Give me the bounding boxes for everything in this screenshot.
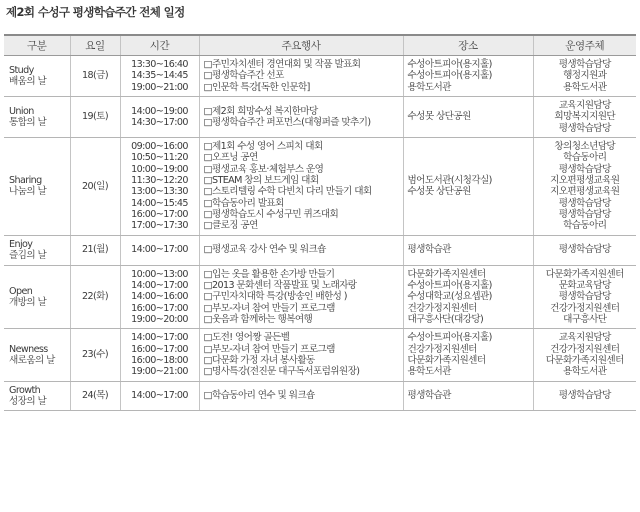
day-cell: 20(일): [70, 138, 120, 236]
organizer-line: 지오편평생교육원: [550, 175, 620, 187]
group-cell: [4, 381, 70, 411]
time-line: 16:00~17:00: [131, 343, 188, 355]
event-line: □명사특강(전진문 대구독서포럼위원장): [203, 366, 360, 378]
group-cell: [4, 138, 70, 236]
time-line: 13:00~13:30: [131, 186, 188, 198]
organizer-line: 용학도서관: [563, 81, 607, 93]
time-line: 14:00~17:00: [131, 279, 188, 291]
place-cell: [403, 56, 533, 97]
organizer-line: 행정지원과: [563, 70, 607, 82]
table-header-row: [4, 35, 636, 56]
organizer-cell: [533, 329, 636, 381]
organizer-line: 학습동아리: [563, 152, 607, 164]
time-cell: [120, 97, 199, 138]
place-cell: [403, 265, 533, 329]
place-line: 수성못 상단공원: [407, 111, 471, 123]
organizer-cell: [533, 265, 636, 329]
organizer-cell: [533, 235, 636, 265]
time-line: 10:50~11:20: [131, 152, 188, 164]
time-line: 13:30~16:40: [131, 59, 188, 70]
place-line: 수성아트피아(용지홀): [407, 70, 492, 82]
day-cell: 18(금): [70, 56, 120, 97]
event-line: □구민자치대학 특강(방송인 배한성 ): [203, 291, 347, 303]
event-line: □평생학습주간 퍼포먼스(대형퍼즐 맞추기): [203, 117, 371, 129]
time-line: 14:35~14:45: [131, 70, 188, 82]
time-line: 16:00~18:00: [131, 354, 188, 366]
event-cell: [199, 56, 403, 97]
time-line: 10:00~19:00: [131, 163, 188, 175]
time-line: 14:00~19:00: [131, 105, 188, 117]
event-line: □부모-자녀 참여 만들기 프로그램: [203, 343, 335, 355]
group-kr: 성장의 날: [9, 395, 47, 407]
time-line: 14:00~17:00: [131, 244, 188, 256]
event-line: □학습동아리 연수 및 워크숍: [203, 390, 315, 402]
time-line: 16:00~17:00: [131, 209, 188, 221]
schedule-table: [4, 34, 636, 411]
organizer-cell: [533, 381, 636, 411]
table-row: [4, 381, 636, 411]
organizer-line: 대구흥사단: [563, 313, 607, 325]
event-cell: [199, 329, 403, 381]
group-cell: [4, 265, 70, 329]
organizer-line: 다문화가족지원센터: [545, 354, 624, 366]
organizer-line: 희망복지지원단: [554, 111, 616, 123]
organizer-line: 평생학습담당: [558, 122, 611, 134]
organizer-line: 건강가정지원센터: [550, 343, 620, 355]
event-line: □2013 문화센터 작품발표 및 노래자랑: [203, 279, 357, 291]
time-cell: [120, 329, 199, 381]
organizer-line: 다문화가족지원센터: [545, 268, 624, 280]
place-cell: [403, 235, 533, 265]
time-line: 19:00~21:00: [131, 81, 188, 93]
event-line: □클로징 공연: [203, 220, 258, 232]
time-line: 11:30~12:20: [131, 175, 188, 187]
time-line: 14:00~15:45: [131, 197, 188, 209]
event-line: □평생학습주간 선포: [203, 70, 284, 82]
event-line: □평생교육 홍보·체험부스 운영: [203, 163, 324, 175]
group-kr: 개방의 날: [9, 296, 47, 308]
table-row: [4, 97, 636, 138]
day-cell: 19(토): [70, 97, 120, 138]
place-line: 용학도서관: [407, 81, 451, 93]
group-kr: 통합의 날: [9, 117, 47, 129]
group-kr: 즐김의 날: [9, 250, 47, 262]
time-line: 17:00~17:30: [131, 220, 188, 232]
organizer-line: 평생학습담당: [558, 209, 611, 221]
time-cell: [120, 265, 199, 329]
day-cell: 21(월): [70, 235, 120, 265]
table-row: [4, 138, 636, 236]
organizer-line: 창의청소년담당: [554, 141, 616, 153]
event-line: □다문화 가정 자녀 봉사활동: [203, 354, 315, 366]
organizer-line: 용학도서관: [563, 366, 607, 378]
time-line: 14:00~17:00: [131, 390, 188, 402]
header-place: 장소: [403, 35, 533, 56]
event-line: □스토리텔링 수학 다빈치 다리 만들기 대회: [203, 186, 372, 198]
event-line: □평생학습도시 수성구민 퀴즈대회: [203, 209, 339, 221]
event-line: □평생교육 강사 연수 및 워크숍: [203, 244, 326, 256]
place-cell: [403, 97, 533, 138]
event-line: □부모-자녀 참여 만들기 프로그램: [203, 302, 335, 314]
event-line: □학습동아리 발표회: [203, 197, 284, 209]
time-line: 10:00~13:00: [131, 268, 188, 280]
time-line: 19:00~20:00: [131, 313, 188, 325]
group-cell: [4, 97, 70, 138]
header-day: 요일: [70, 35, 120, 56]
organizer-cell: [533, 138, 636, 236]
event-cell: [199, 235, 403, 265]
table-row: [4, 265, 636, 329]
group-kr: 새로움의 날: [9, 354, 55, 366]
header-group: 구분: [4, 35, 70, 56]
group-cell: [4, 329, 70, 381]
header-time: 시간: [120, 35, 199, 56]
time-cell: [120, 235, 199, 265]
event-line: □도전! 영어짱 골든벨: [203, 332, 290, 344]
place-line: 수성아트피아(용지홀): [407, 279, 492, 291]
place-line: 평생학습관: [407, 244, 451, 256]
organizer-line: 평생학습담당: [558, 197, 611, 209]
place-line: 수성대학교(성요셉관): [407, 291, 492, 303]
event-cell: [199, 97, 403, 138]
event-line: □주민자치센터 경연대회 및 작품 발표회: [203, 59, 361, 70]
place-line: 다문화가족지원센터: [407, 268, 486, 280]
place-line: 평생학습관: [407, 390, 451, 402]
group-kr: 나눔의 날: [9, 186, 47, 198]
time-cell: [120, 381, 199, 411]
group-en: Study: [9, 64, 34, 76]
event-line: □인문학 특강[독한 인문학]: [203, 81, 310, 93]
organizer-line: 교육지원담당: [558, 100, 611, 112]
day-cell: 24(목): [70, 381, 120, 411]
table-row: [4, 56, 636, 97]
event-line: □웃음과 함께하는 행복여행: [203, 313, 313, 325]
organizer-line: 평생학습담당: [558, 59, 611, 70]
organizer-line: 건강가정지원센터: [550, 302, 620, 314]
organizer-line: 평생학습담당: [558, 244, 611, 256]
page-title: 제2회 수성구 평생학습주간 전체 일정: [6, 5, 185, 19]
place-cell: [403, 138, 533, 236]
group-cell: [4, 56, 70, 97]
time-cell: [120, 56, 199, 97]
place-line: 수성아트피아(용지홀): [407, 332, 492, 344]
place-line: 다문화가족지원센터: [407, 354, 486, 366]
header-organizer: 운영주체: [533, 35, 636, 56]
place-cell: [403, 381, 533, 411]
group-en: Newness: [9, 343, 48, 355]
organizer-line: 평생학습담당: [558, 390, 611, 402]
group-en: Sharing: [9, 175, 42, 187]
organizer-line: 지오편평생교육원: [550, 186, 620, 198]
header-event: 주요행사: [199, 35, 403, 56]
event-line: □입는 옷을 활용한 손가방 만들기: [203, 268, 335, 280]
time-line: 16:00~17:00: [131, 302, 188, 314]
organizer-cell: [533, 97, 636, 138]
place-line: 수성못 상단공원: [407, 186, 471, 198]
day-cell: 22(화): [70, 265, 120, 329]
day-cell: 23(수): [70, 329, 120, 381]
event-line: □제1회 수성 영어 스피치 대회: [203, 141, 323, 153]
organizer-line: 학습동아리: [563, 220, 607, 232]
place-cell: [403, 329, 533, 381]
group-en: Enjoy: [9, 238, 33, 250]
table-row: [4, 235, 636, 265]
place-line: 건강가정지원센터: [407, 343, 477, 355]
organizer-line: 평생학습담당: [558, 291, 611, 303]
group-cell: [4, 235, 70, 265]
place-line: 수성아트피아(용지홀): [407, 59, 492, 70]
event-cell: [199, 265, 403, 329]
place-line: 용학도서관: [407, 366, 451, 378]
group-en: Growth: [9, 384, 41, 396]
time-line: 14:00~17:00: [131, 332, 188, 344]
event-line: □제2회 희망수성 복지한마당: [203, 105, 318, 117]
table-row: [4, 329, 636, 381]
place-line: 범어도서관(시청각실): [407, 175, 492, 187]
event-cell: [199, 381, 403, 411]
time-line: 14:30~17:00: [131, 117, 188, 129]
time-line: 19:00~21:00: [131, 366, 188, 378]
group-en: Open: [9, 285, 33, 297]
event-line: □오프닝 공연: [203, 152, 258, 164]
time-line: 14:00~16:00: [131, 291, 188, 303]
organizer-line: 교육지원담당: [558, 332, 611, 344]
place-line: 건강가정지원센터: [407, 302, 477, 314]
organizer-line: 문화교육담당: [558, 279, 611, 291]
group-en: Union: [9, 105, 34, 117]
event-line: □STEAM 창의 보드게임 대회: [203, 175, 319, 187]
organizer-line: 평생학습담당: [558, 163, 611, 175]
place-line: 대구흥사단(대강당): [407, 313, 484, 325]
event-cell: [199, 138, 403, 236]
group-kr: 배움의 날: [9, 76, 47, 88]
time-cell: [120, 138, 199, 236]
time-line: 09:00~16:00: [131, 141, 188, 153]
organizer-cell: [533, 56, 636, 97]
